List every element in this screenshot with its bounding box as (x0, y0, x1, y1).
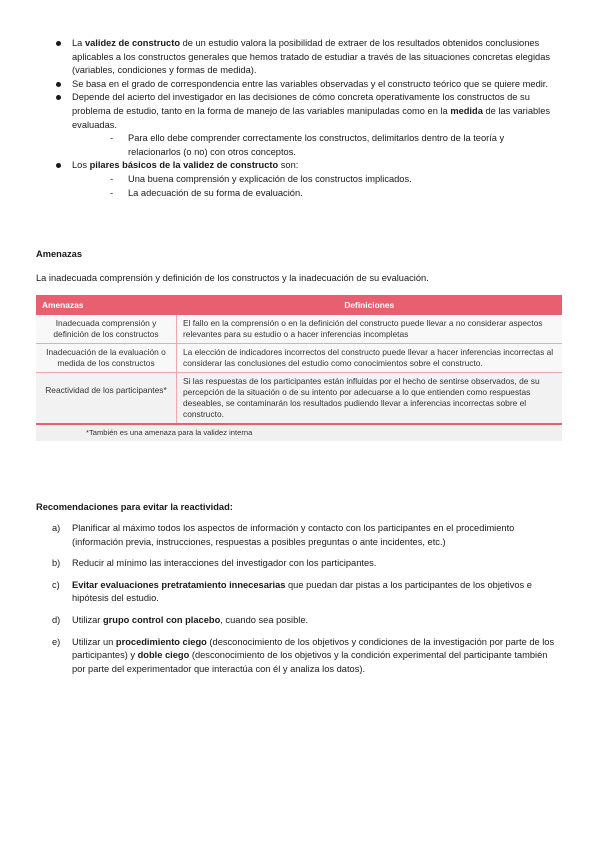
sub-item: - La adecuación de su forma de evaluación. (110, 187, 556, 201)
list-marker: c) (52, 579, 60, 590)
list-marker: b) (52, 558, 61, 569)
list-item: e) Utilizar un procedimiento ciego (desconocimiento de los objetivos y condiciones de la investigación por parte de los participantes) y doble ciego (desconocimiento de los objetivos y la condición experimental del participante también por parte del experimentador que interactúa con él y analiza los datos). (52, 636, 555, 674)
threats-table (36, 295, 562, 441)
dash-marker: - (110, 133, 114, 144)
table-row (36, 373, 562, 425)
bullet-item-definition: La validez de constructo de un estudio valora la posibilidad de extraer de los resultados obtenidos conclusiones aplicables a los constructos generales que hemos tratado de estudiar a través de las situaciones concretas elegidas (variables, condiciones y formas de medida). (56, 37, 556, 78)
bullet-icon (56, 95, 61, 100)
bullet-icon (56, 41, 61, 46)
list-item: b) Reducir al mínimo las interacciones del investigador con los participantes. (52, 557, 562, 571)
list-item: c) Evitar evaluaciones pretratamiento innecesarias que puedan dar pistas a los participantes de los objetivos e hipótesis del estudio. (52, 579, 532, 604)
list-marker: d) (52, 614, 61, 625)
threat-definition: La elección de indicadores incorrectos del constructo puede llevar a hacer inferencias incorrectas al considerar las conclusiones del estudio como conocimientos sobre el constructo. (177, 344, 563, 373)
sub-list (72, 132, 556, 159)
bullet-item-researcher-decisions: Depende del acierto del investigador en las decisiones de cómo concreta operativamente los constructos de su problema de estudio, tanto en la forma de manejo de las variables manipuladas como en la medida de las variables evaluadas. - Para ello debe comprender correctamente los constructos, delimitarlos dentro de la teoría y relacionarlos (o no) con otros conceptos. (56, 91, 556, 159)
table-footnote: *También es una amenaza para la validez interna (36, 424, 562, 441)
dash-marker: - (110, 173, 114, 184)
column-header-definiciones: Definiciones (177, 295, 563, 315)
bullet-item-correspondence: Se basa en el grado de correspondencia entre las variables observadas y el constructo teórico que se quiere medir. (56, 78, 556, 92)
list-marker: a) (52, 523, 61, 533)
table-row (36, 315, 562, 344)
bullet-icon (56, 82, 61, 87)
recomendaciones-heading: Recomendaciones para evitar la reactividad: (36, 502, 233, 512)
sub-list (72, 173, 556, 200)
threat-definition: El fallo en la comprensión o en la definición del constructo puede llevar a no considerar aspectos relevantes para su estudio o a hacer inferencias incompletas (177, 315, 563, 344)
validity-bullet-list (56, 37, 556, 200)
amenazas-intro: La inadecuada comprensión y definición de los constructos y la inadecuación de su evaluación. (36, 273, 429, 283)
list-item: a) Planificar al máximo todos los aspectos de información y contacto con los participantes en el procedimiento (información previa, instrucciones, respuestas a posibles preguntas o ante incidentes, etc.) (52, 523, 515, 547)
threat-name: Inadecuada comprensión y definición de los constructos (36, 315, 177, 344)
bullet-item-pillars: Los pilares básicos de la validez de constructo son: - Una buena comprensión y explicación de los constructos implicados. - La adecuación de su forma de evaluación. (56, 159, 556, 200)
table-row (36, 344, 562, 373)
threat-name: Inadecuación de la evaluación o medida de los constructos (36, 344, 177, 373)
table-header-row (36, 295, 562, 315)
list-item: d) Utilizar grupo control con placebo, cuando sea posible. (52, 614, 562, 628)
threat-name: Reactividad de los participantes* (36, 373, 177, 425)
sub-item: - Para ello debe comprender correctamente los constructos, delimitarlos dentro de la teoría y relacionarlos (o no) con otros conceptos. (110, 133, 505, 157)
sub-item: - Una buena comprensión y explicación de los constructos implicados. (110, 173, 556, 187)
dash-marker: - (110, 187, 114, 198)
amenazas-heading: Amenazas (36, 249, 82, 259)
recommendations-list (52, 522, 562, 684)
threat-definition: Si las respuestas de los participantes están influidas por el hecho de sentirse observados, de su percepción de la situación o de su intento por adecuarse a lo que entienden como respuestas deseables, se contaminarán los resultados pudiendo llevar a inferencias incorrectas sobre el constructo. (177, 373, 563, 425)
table-footnote-row (36, 424, 562, 441)
bullet-icon (56, 163, 61, 168)
column-header-amenazas: Amenazas (36, 295, 177, 315)
list-marker: e) (52, 636, 61, 647)
